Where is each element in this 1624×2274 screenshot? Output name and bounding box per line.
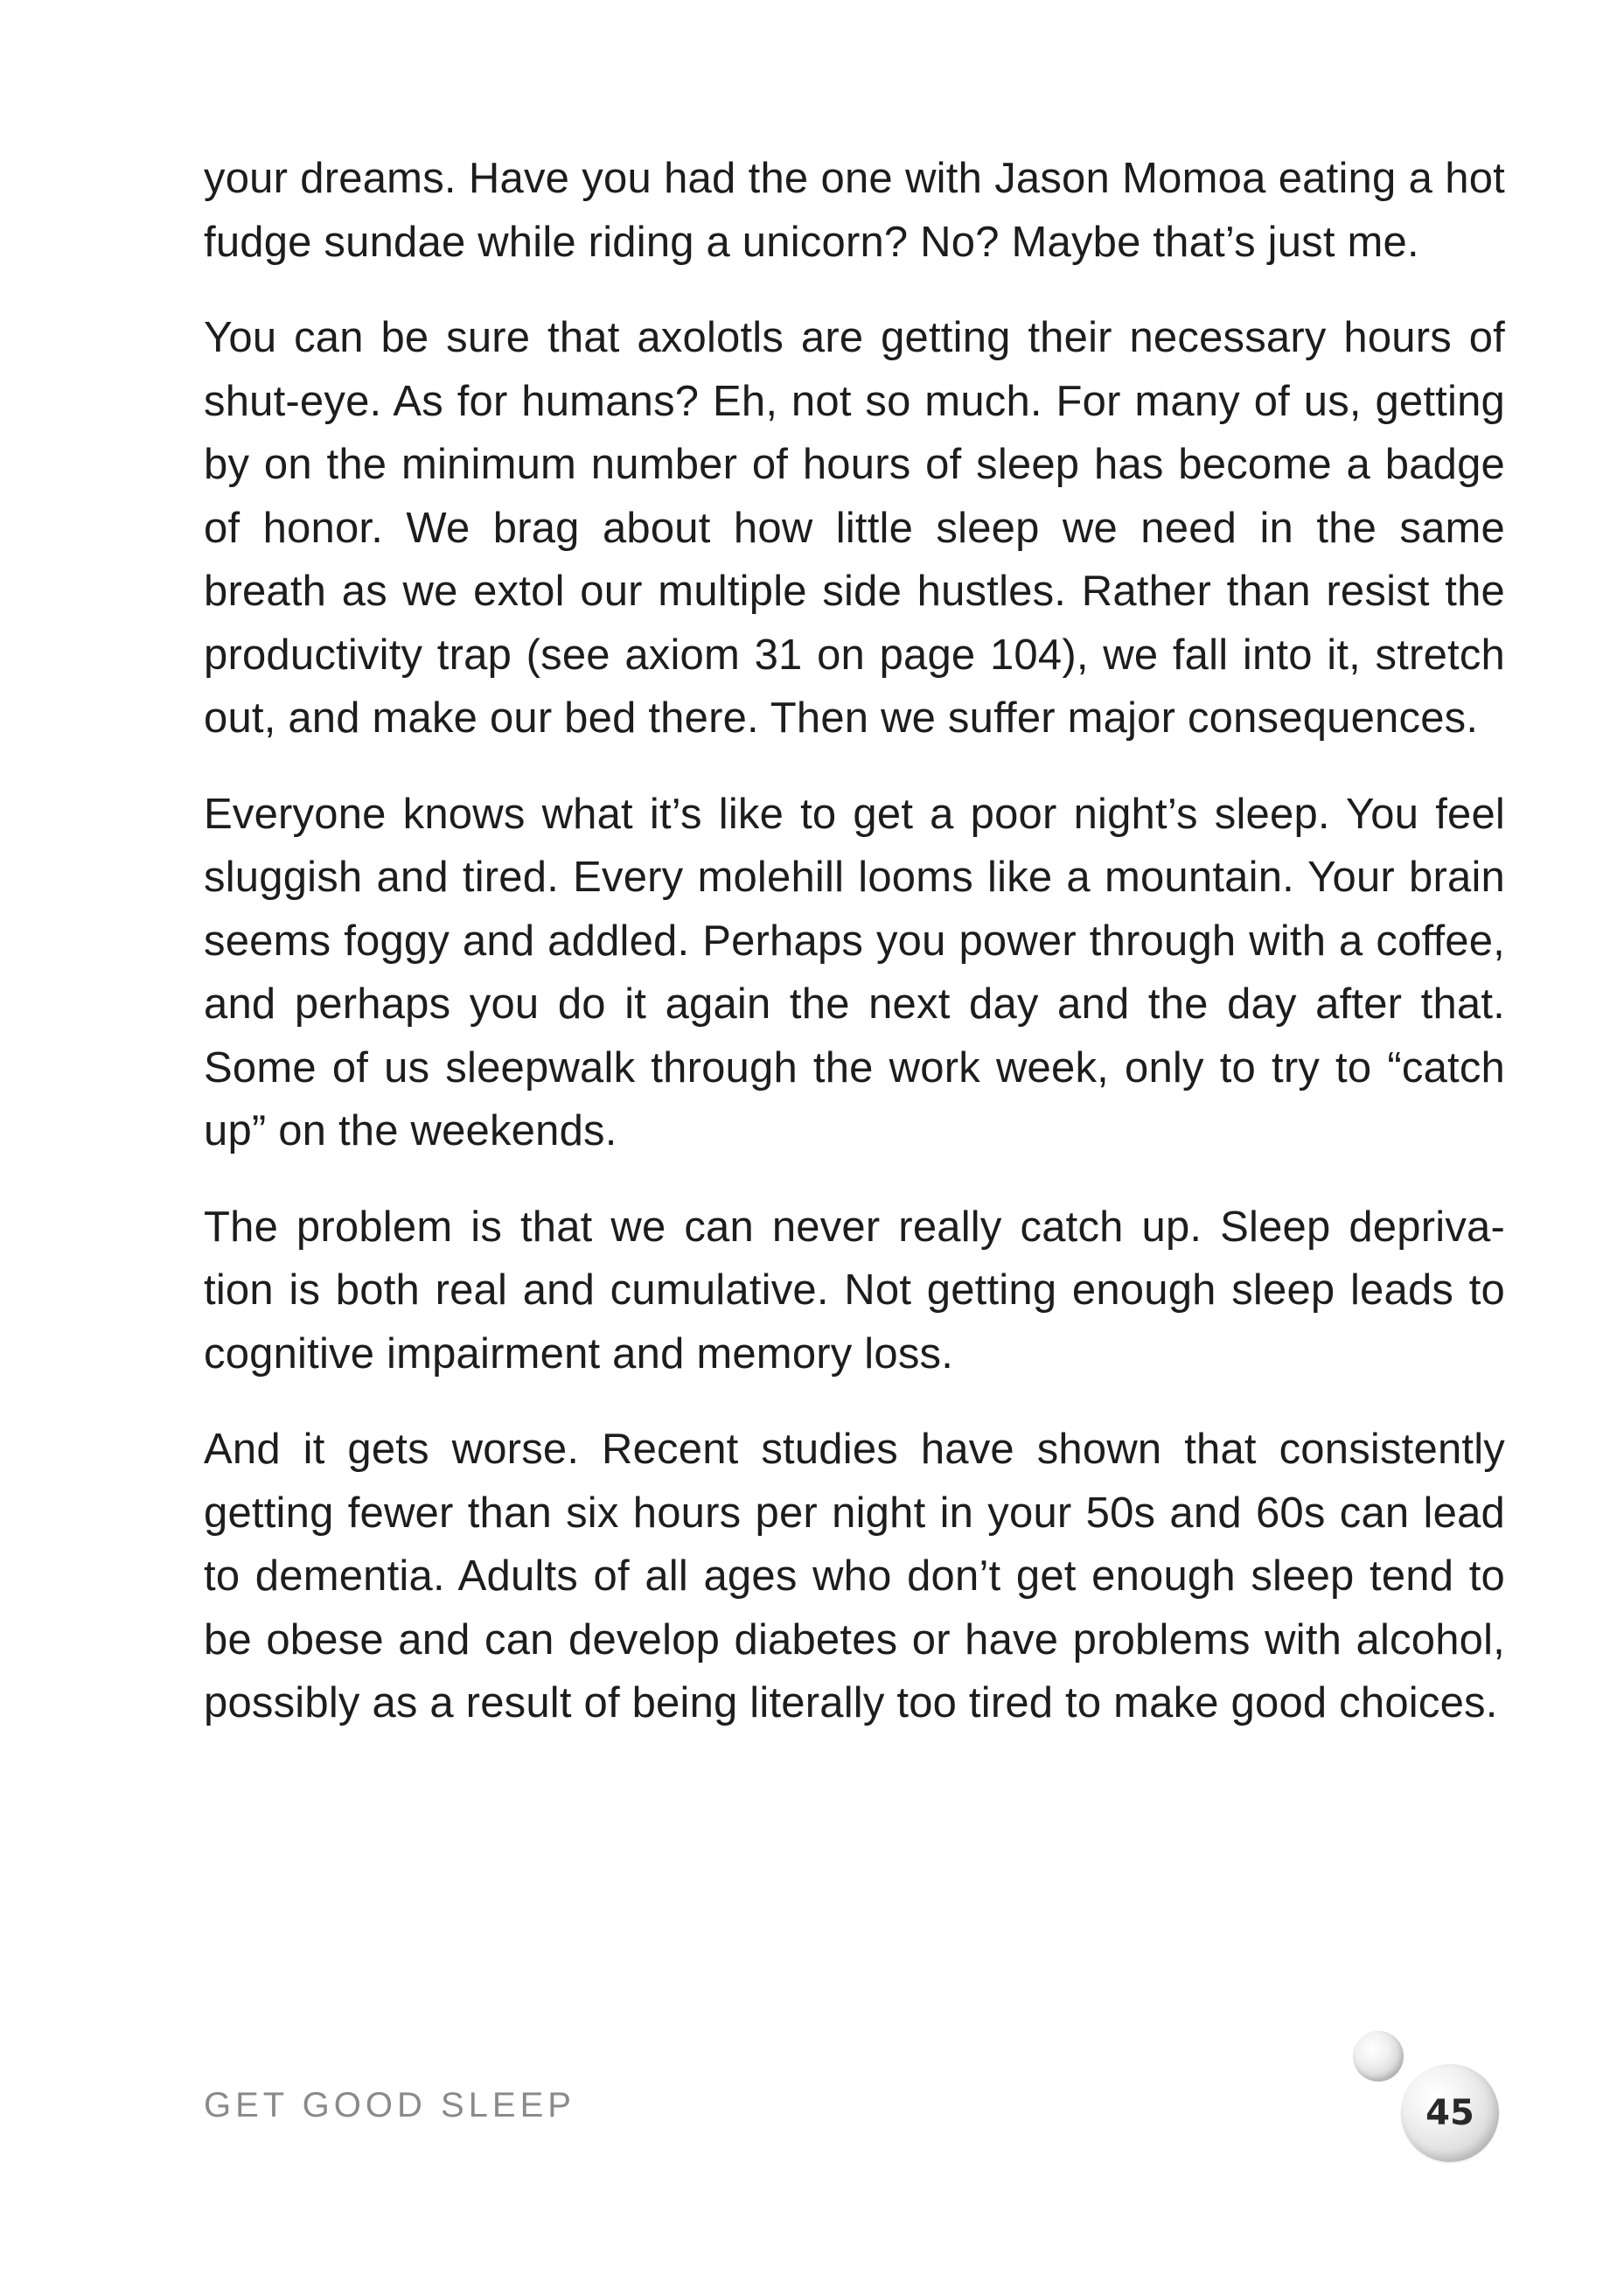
paragraph: your dreams. Have you had the one with Jason Momoa eating a hot fudge sundae while riding a unicorn? No? Maybe that’s just me. xyxy=(204,155,1505,266)
running-footer-title: GET GOOD SLEEP xyxy=(204,2086,575,2124)
paragraph: And it gets worse. Recent studies have shown that consistently getting fewer than six hours per night in your 50s and 60s can lead to dementia. Adults of all ages who don’t get enough sleep tend to be obese and can develop diabetes or have problems with alcohol, possibly as a result of being literally too tired to make good choices. xyxy=(204,1426,1505,1726)
paragraph: You can be sure that axolotls are getting their necessary hours of shut-eye. As for humans? Eh, not so much. For many of us, getting by on the minimum number of hours of sleep has become a badge of honor. We brag about how little sleep we need in the same breath as we extol our multiple side hustles. Rather than resist the productivity trap (see axiom 31 on page 104), we fall into it, stretch out, and make our bed there. Then we suffer major consequences. xyxy=(204,314,1505,742)
paragraph: Everyone knows what it’s like to get a poor night’s sleep. You feel sluggish and tired. Every molehill looms like a mountain. Your brain seems foggy and addled. Perhaps you power through with a coffee, and perhaps you do it again the next day and the day after that. Some of us sleepwalk through the work week, only to try to “catch up” on the weekends. xyxy=(204,790,1505,1154)
body-text xyxy=(204,147,1505,1768)
paragraph: The problem is that we can never really catch up. Sleep depriva-tion is both real and cumulative. Not getting enough sleep leads to cognitive impairment and memory loss. xyxy=(204,1203,1505,1378)
page-number: 45 xyxy=(1425,2093,1474,2133)
small-bubble-icon xyxy=(1353,2031,1404,2082)
